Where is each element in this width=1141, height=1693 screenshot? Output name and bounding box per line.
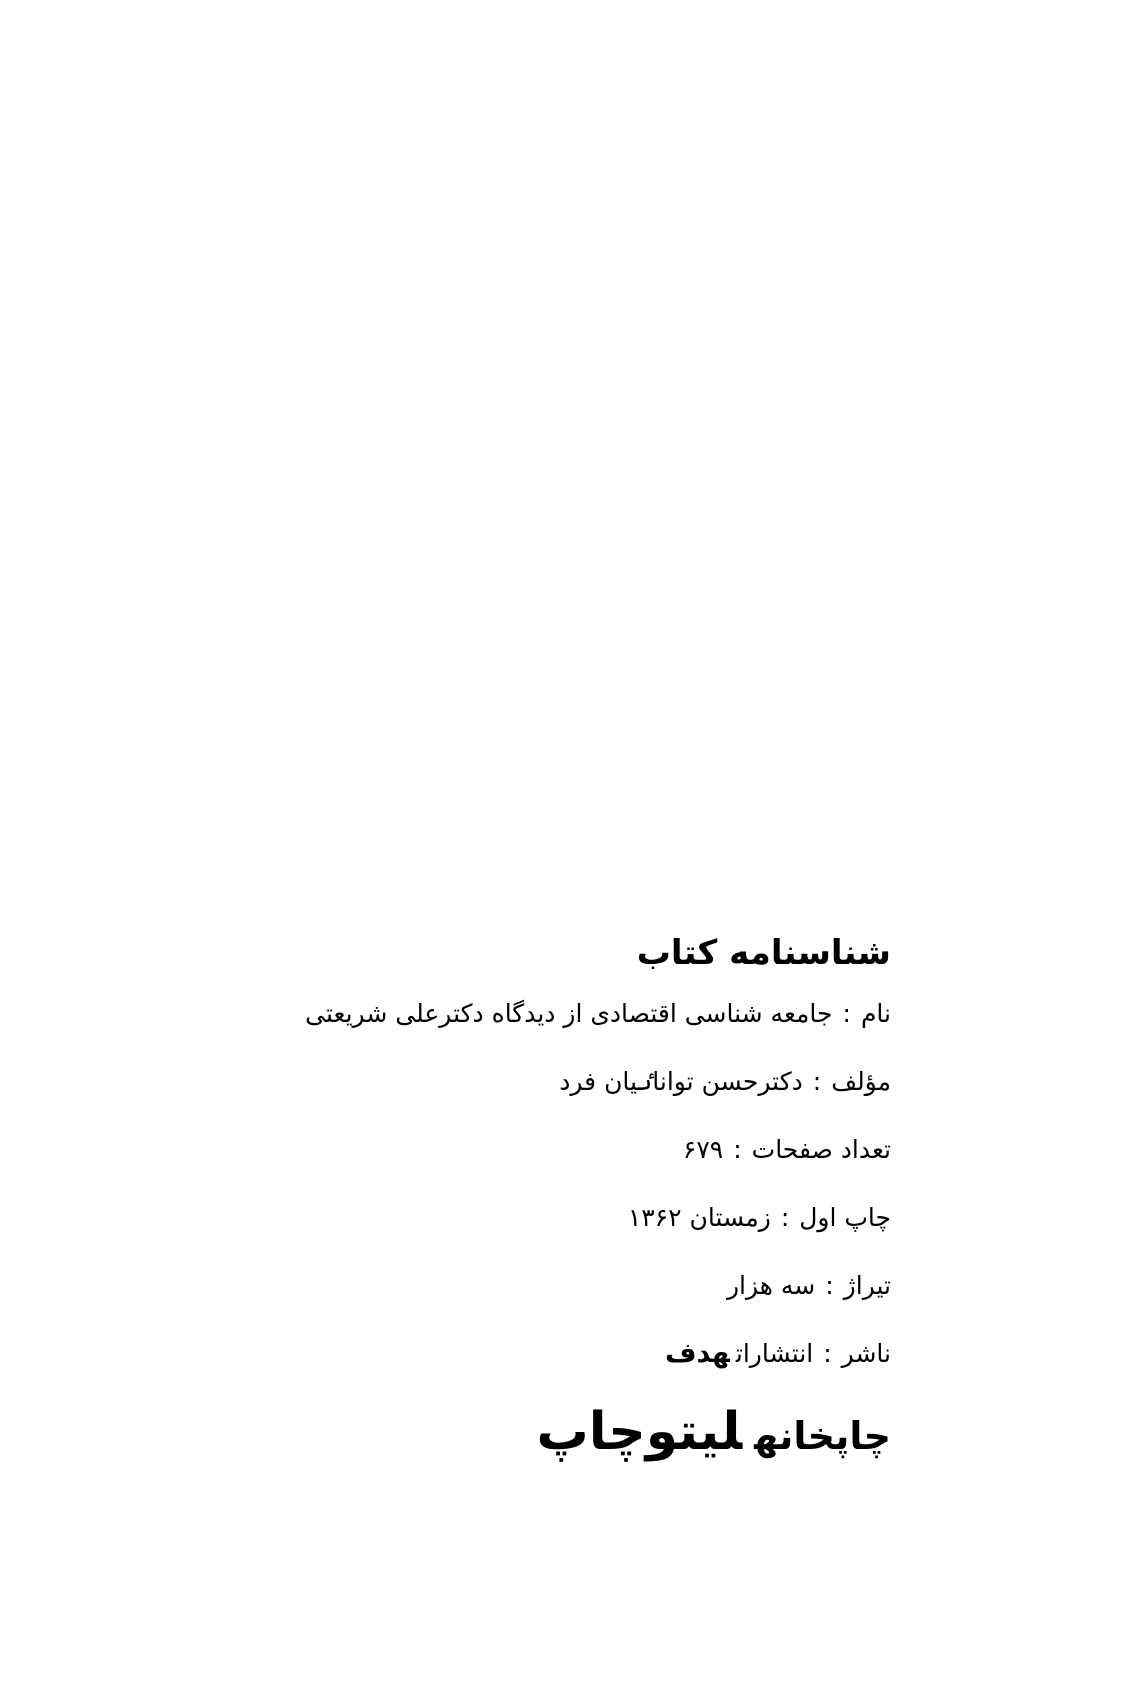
press-label: چاپخانه	[754, 1414, 891, 1458]
author-label: مؤلف	[831, 1067, 891, 1096]
book-colophon	[231, 930, 891, 1474]
print-run-value: سه هزار	[726, 1271, 816, 1300]
edition-label: چاپ اول	[799, 1203, 891, 1232]
pages-value: ۶۷۹	[682, 1135, 724, 1164]
title-value: جامعه شناسی اقتصادی از دیدگاه دکترعلی شریعتی	[305, 999, 833, 1028]
print-run-label: تیراژ	[843, 1271, 891, 1300]
print-run-separator: :	[825, 1271, 834, 1300]
colophon-row-pages	[231, 1130, 891, 1170]
edition-value: زمستان ۱۳۶۲	[627, 1203, 771, 1232]
publisher-separator: :	[823, 1339, 832, 1368]
pages-label: تعداد صفحات	[751, 1135, 891, 1164]
colophon-row-press	[231, 1402, 891, 1474]
title-label: نام	[860, 999, 891, 1028]
press-name: لیتوچاپ	[536, 1402, 743, 1462]
pages-separator: :	[733, 1135, 742, 1164]
colophon-row-print-run	[231, 1266, 891, 1306]
publisher-prefix: انتشارات	[735, 1339, 814, 1368]
author-value: دکترحسن تواناٸیان فرد	[559, 1067, 803, 1096]
edition-separator: :	[780, 1203, 790, 1232]
colophon-row-edition	[231, 1198, 891, 1238]
colophon-row-publisher	[231, 1334, 891, 1374]
colophon-row-author	[231, 1062, 891, 1102]
publisher-label: ناشر	[841, 1339, 891, 1368]
colophon-heading: شناسنامه کتاب	[636, 933, 891, 973]
publisher-name: هدف	[665, 1338, 730, 1369]
colophon-row-title	[231, 994, 891, 1034]
title-separator: :	[842, 999, 851, 1028]
author-separator: :	[812, 1067, 822, 1096]
